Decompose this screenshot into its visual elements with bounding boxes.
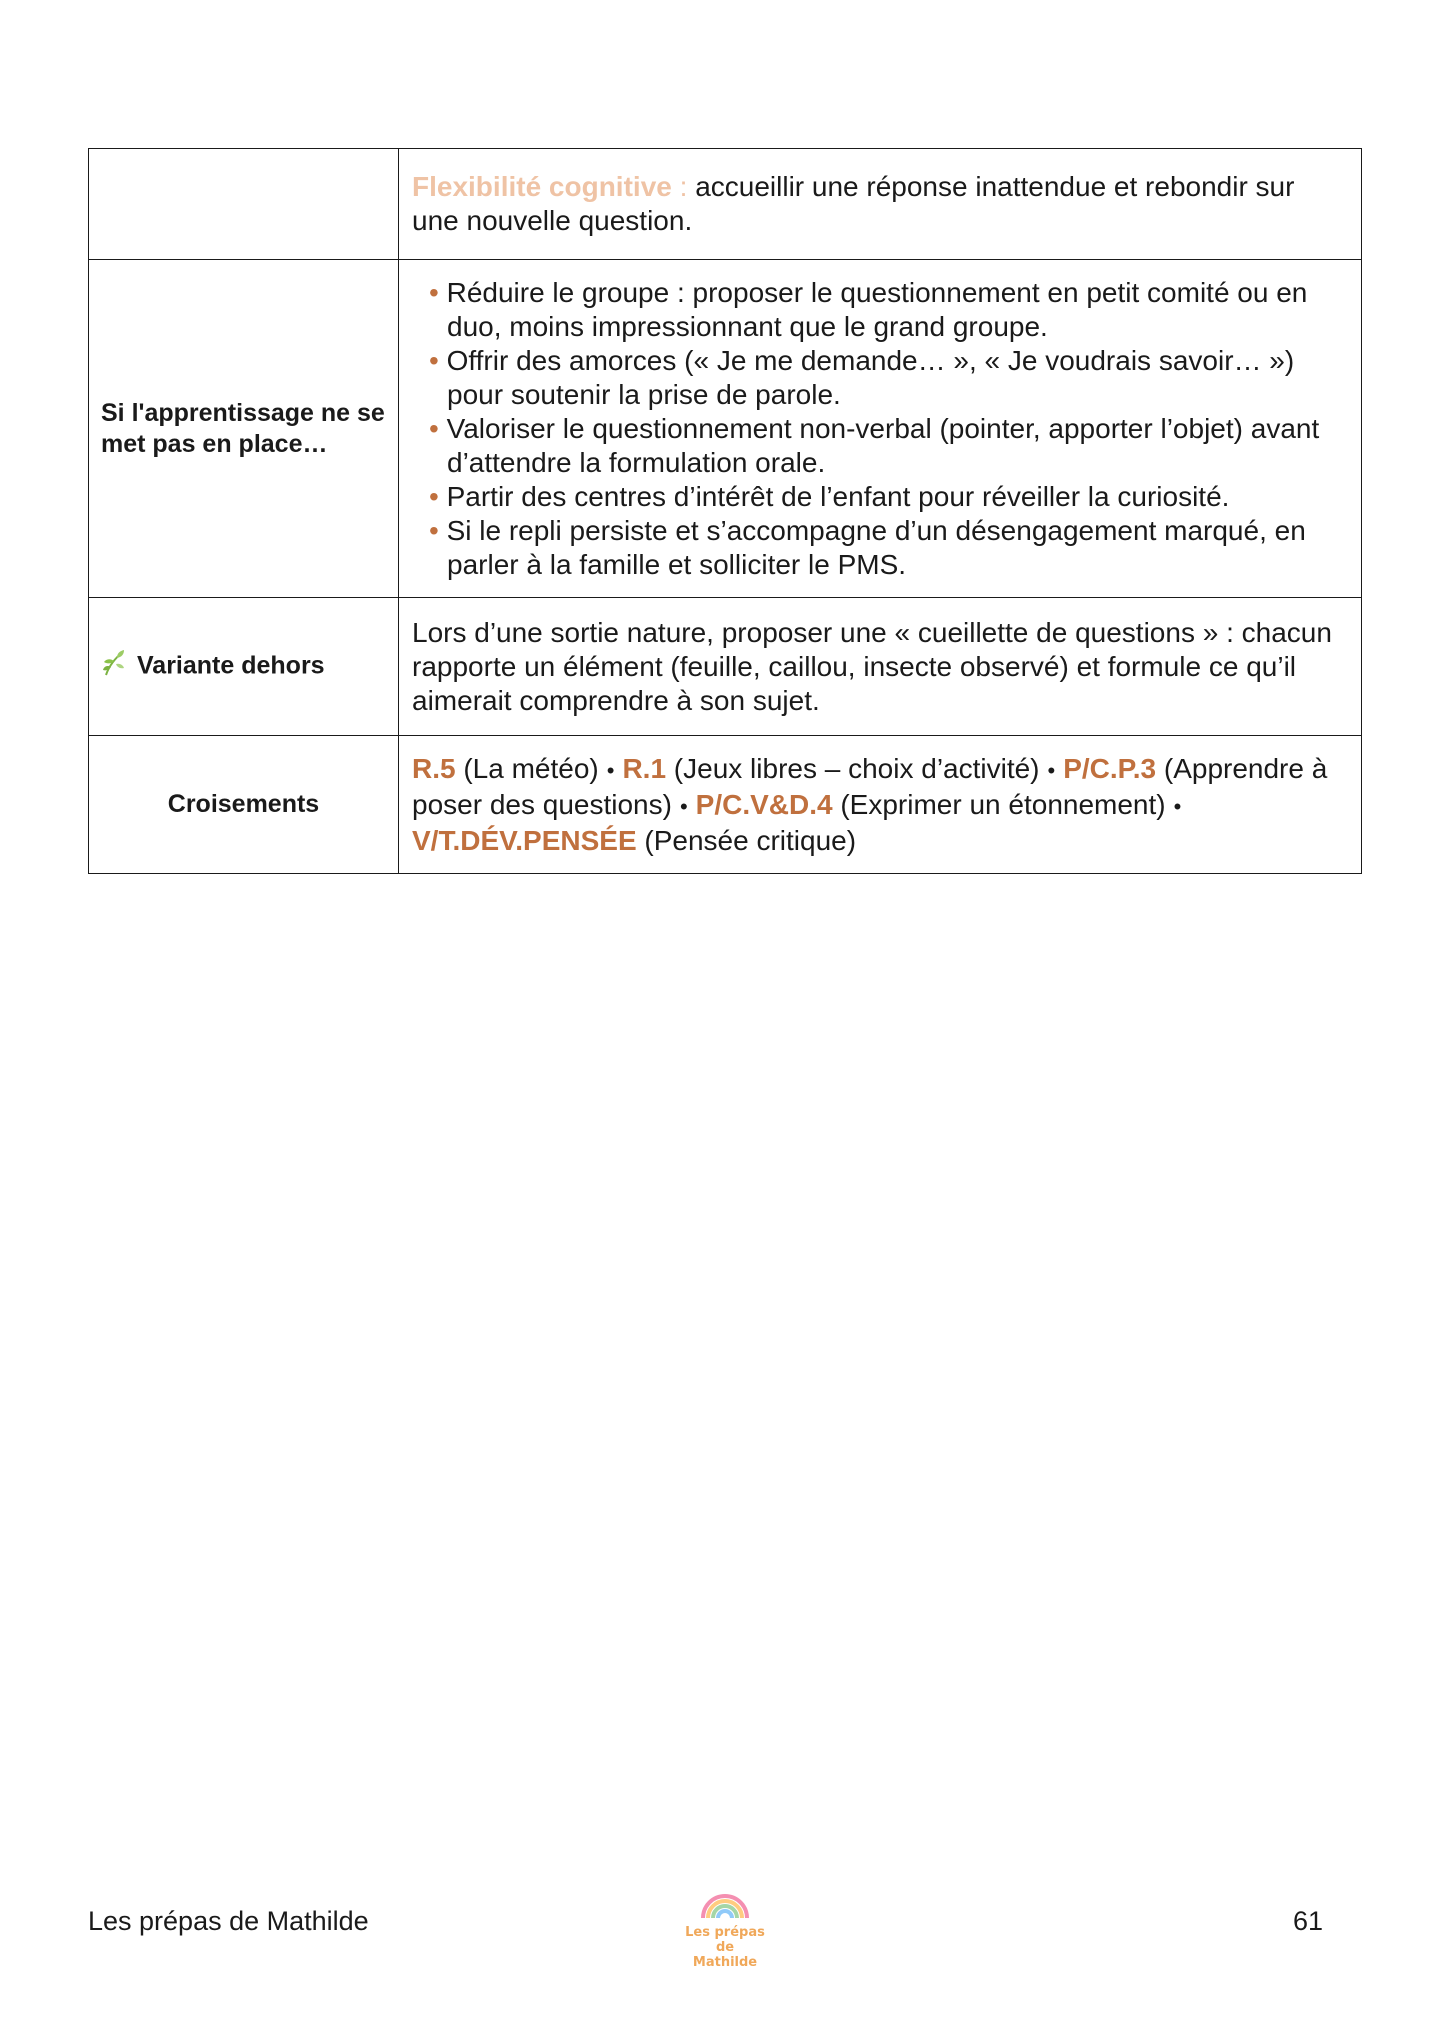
ref-separator: • bbox=[679, 793, 688, 819]
ref-desc: (La météo) bbox=[455, 752, 599, 784]
flexibility-term: Flexibilité cognitive bbox=[412, 171, 672, 202]
table-row bbox=[89, 260, 1362, 598]
list-item bbox=[412, 514, 1347, 582]
list-item-text: Valoriser le questionnement non-verbal (pointer, apporter l’objet) avant d’attendre la formulation orale. bbox=[446, 412, 1320, 478]
ref-code: P/C.V&D.4 bbox=[695, 788, 833, 820]
bullet-dot: • bbox=[429, 480, 439, 512]
logo-text-line2: Mathilde bbox=[692, 1955, 758, 1970]
remediation-list bbox=[412, 276, 1347, 582]
row-label-empty bbox=[89, 149, 399, 260]
ref-code: V/T.DÉV.PENSÉE bbox=[412, 824, 637, 856]
ref-code: R.5 bbox=[412, 752, 456, 784]
bullet-dot: • bbox=[429, 276, 439, 308]
list-item-text: Partir des centres d’intérêt de l’enfant pour réveiller la curiosité. bbox=[446, 480, 1230, 512]
ref-desc: (Pensée critique) bbox=[636, 824, 857, 856]
ref-desc: (Apprendre à poser des questions) bbox=[412, 752, 1328, 820]
row-label-outdoor bbox=[89, 598, 399, 736]
flexibility-text: accueillir une réponse inattendue et rebondir sur une nouvelle question. bbox=[412, 171, 1295, 236]
ref-desc: (Jeux libres – choix d’activité) bbox=[666, 752, 1040, 784]
ref-separator: • bbox=[1173, 793, 1182, 819]
remediation-cell bbox=[399, 260, 1362, 598]
bullet-dot: • bbox=[429, 412, 439, 444]
footer-left-text: Les prépas de Mathilde bbox=[88, 1906, 369, 1936]
outdoor-cell: Lors d’une sortie nature, proposer une « cueillette de questions » : chacun rapporte un élément (feuille, caillou, insecte observé) et formule ce qu’il aimerait comprendre à son sujet. bbox=[399, 598, 1362, 736]
rainbow-icon bbox=[695, 1886, 755, 1920]
list-item bbox=[412, 276, 1347, 344]
footer-logo bbox=[675, 1886, 775, 1970]
ref-code: R.1 bbox=[622, 752, 667, 784]
table-row bbox=[89, 598, 1362, 736]
bullet-dot: • bbox=[429, 514, 439, 546]
bullet-dot: • bbox=[429, 344, 439, 376]
logo-text-line1: Les prépas de bbox=[685, 1925, 765, 1955]
row-label-crossings: Croisements bbox=[89, 736, 399, 874]
content-table bbox=[88, 148, 1362, 874]
table-row bbox=[89, 736, 1362, 874]
row-label-remediation: Si l'apprentissage ne se met pas en place… bbox=[89, 260, 399, 598]
outdoor-label: Variante dehors bbox=[137, 651, 325, 680]
ref-code: P/C.P.3 bbox=[1063, 752, 1157, 784]
table-row bbox=[89, 149, 1362, 260]
list-item-text: Si le repli persiste et s’accompagne d’un désengagement marqué, en parler à la famille et solliciter le PMS. bbox=[446, 514, 1306, 580]
ref-separator: • bbox=[1047, 757, 1056, 783]
ref-separator: • bbox=[606, 757, 615, 783]
leaf-icon bbox=[101, 649, 127, 685]
crossings-cell bbox=[399, 736, 1362, 874]
list-item bbox=[412, 480, 1347, 514]
term-separator: : bbox=[671, 171, 696, 202]
page-number: 61 bbox=[1292, 1906, 1323, 1936]
ref-desc: (Exprimer un étonnement) bbox=[832, 788, 1166, 820]
list-item bbox=[412, 412, 1347, 480]
list-item-text: Offrir des amorces (« Je me demande… », « Je voudrais savoir… ») pour soutenir la prise de parole. bbox=[446, 344, 1295, 410]
flexibility-cell bbox=[399, 149, 1362, 260]
list-item-text: Réduire le groupe : proposer le questionnement en petit comité ou en duo, moins impressionnant que le grand groupe. bbox=[446, 276, 1308, 342]
list-item bbox=[412, 344, 1347, 412]
